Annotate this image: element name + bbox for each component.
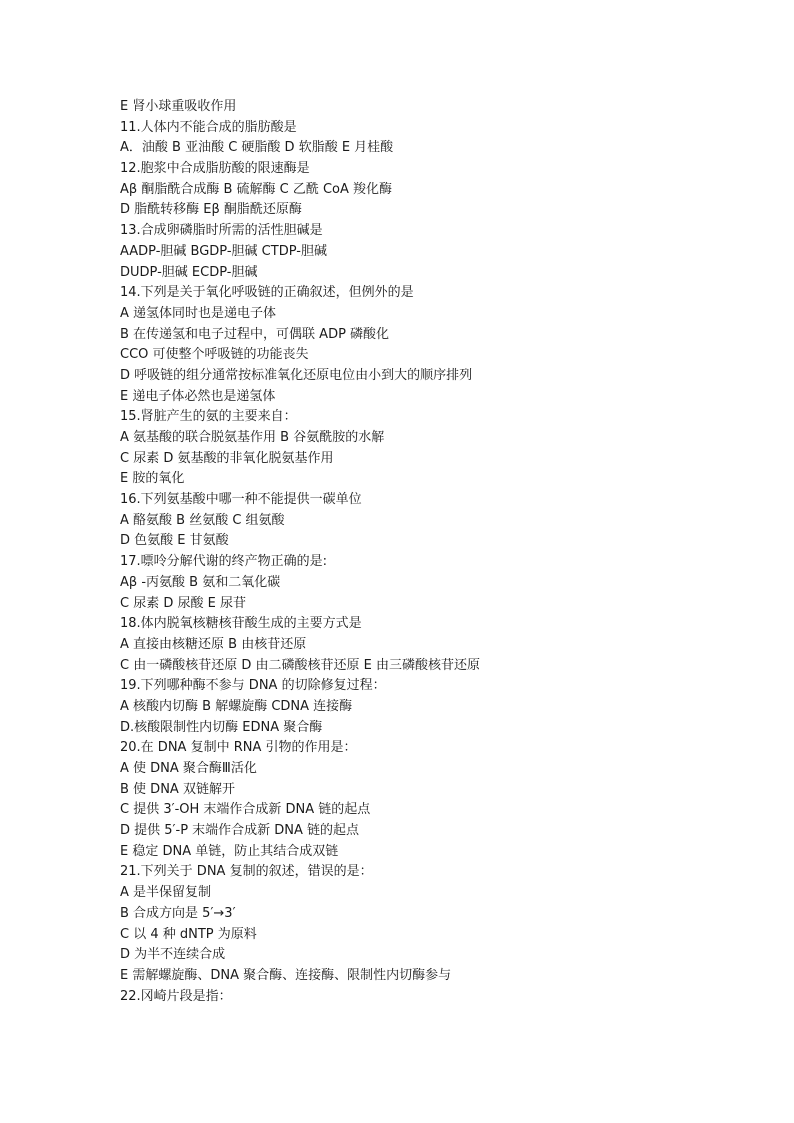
text-line: 19.下列哪种酶不参与 DNA 的切除修复过程：: [120, 678, 386, 694]
question-text-block: [120, 97, 760, 1007]
text-line: A 递氢体同时也是递电子体: [120, 305, 277, 321]
text-line: C 提供 3′-OH 末端作合成新 DNA 链的起点: [120, 802, 371, 818]
text-line: D 脂酰转移酶 Eβ 酮脂酰还原酶: [120, 202, 302, 218]
text-line: D 提供 5′-P 末端作合成新 DNA 链的起点: [120, 823, 360, 839]
text-line: 11.人体内不能合成的脂肪酸是: [120, 119, 297, 135]
text-line: A．油酸 B 亚油酸 C 硬脂酸 D 软脂酸 E 月桂酸: [120, 140, 394, 156]
text-line: 14.下列是关于氧化呼吸链的正确叙述，但例外的是: [120, 285, 414, 301]
text-line: A 是半保留复制: [120, 885, 212, 901]
text-line: E 稳定 DNA 单链，防止其结合成双链: [120, 843, 339, 859]
text-line: 13.合成卵磷脂时所需的活性胆碱是: [120, 223, 323, 239]
text-line: 15.肾脏产生的氨的主要来自：: [120, 409, 297, 425]
text-line: 22.冈崎片段是指：: [120, 988, 232, 1004]
text-line: C 尿素 D 氨基酸的非氧化脱氨基作用: [120, 450, 334, 466]
text-line: 17.嘌呤分解代谢的终产物正确的是:: [120, 554, 328, 570]
text-line: E 肾小球重吸收作用: [120, 99, 237, 114]
text-line: A 核酸内切酶 B 解螺旋酶 CDNA 连接酶: [120, 698, 353, 714]
text-line: C 由一磷酸核苷还原 D 由二磷酸核苷还原 E 由三磷酸核苷还原: [120, 657, 480, 673]
text-line: D.核酸限制性内切酶 EDNA 聚合酶: [120, 719, 323, 735]
text-line: AADP-胆碱 BGDP-胆碱 CTDP-胆碱: [120, 243, 327, 259]
text-line: 16.下列氨基酸中哪一种不能提供一碳单位: [120, 492, 362, 508]
text-line: C 尿素 D 尿酸 E 尿苷: [120, 595, 246, 611]
text-line: A 酪氨酸 B 丝氨酸 C 组氨酸: [120, 512, 285, 528]
text-line: Aβ 酮脂酰合成酶 B 硫解酶 C 乙酰 CoA 羧化酶: [120, 181, 393, 197]
text-line: B 在传递氢和电子过程中，可偶联 ADP 磷酸化: [120, 326, 390, 342]
text-line: 12.胞浆中合成脂肪酸的限速酶是: [120, 161, 310, 177]
text-line: D 色氨酸 E 甘氨酸: [120, 533, 229, 549]
text-line: A 直接由核糖还原 B 由核苷还原: [120, 636, 307, 652]
text-line: Aβ -丙氨酸 B 氨和二氧化碳: [120, 574, 281, 590]
text-line: 20.在 DNA 复制中 RNA 引物的作用是：: [120, 740, 357, 756]
text-line: E 胺的氧化: [120, 471, 185, 487]
text-line: A 使 DNA 聚合酶Ⅲ活化: [120, 761, 257, 776]
text-line: DUDP-胆碱 ECDP-胆碱: [120, 264, 258, 280]
text-line: CCO 可使整个呼吸链的功能丧失: [120, 347, 309, 363]
text-line: D 呼吸链的组分通常按标准氧化还原电位由小到大的顺序排列: [120, 367, 473, 383]
text-line: E 需解螺旋酶、DNA 聚合酶、连接酶、限制性内切酶参与: [120, 967, 452, 983]
text-line: B 合成方向是 5′→3′: [120, 905, 236, 921]
text-line: 18.体内脱氧核糖核苷酸生成的主要方式是: [120, 616, 362, 632]
text-line: C 以 4 种 dNTP 为原料: [120, 926, 257, 942]
text-line: E 递电子体必然也是递氢体: [120, 388, 276, 404]
text-line: D 为半不连续合成: [120, 947, 226, 963]
text-line: 21.下列关于 DNA 复制的叙述，错误的是：: [120, 864, 373, 880]
text-line: B 使 DNA 双链解开: [120, 781, 235, 797]
text-line: A 氨基酸的联合脱氨基作用 B 谷氨酰胺的水解: [120, 430, 385, 445]
